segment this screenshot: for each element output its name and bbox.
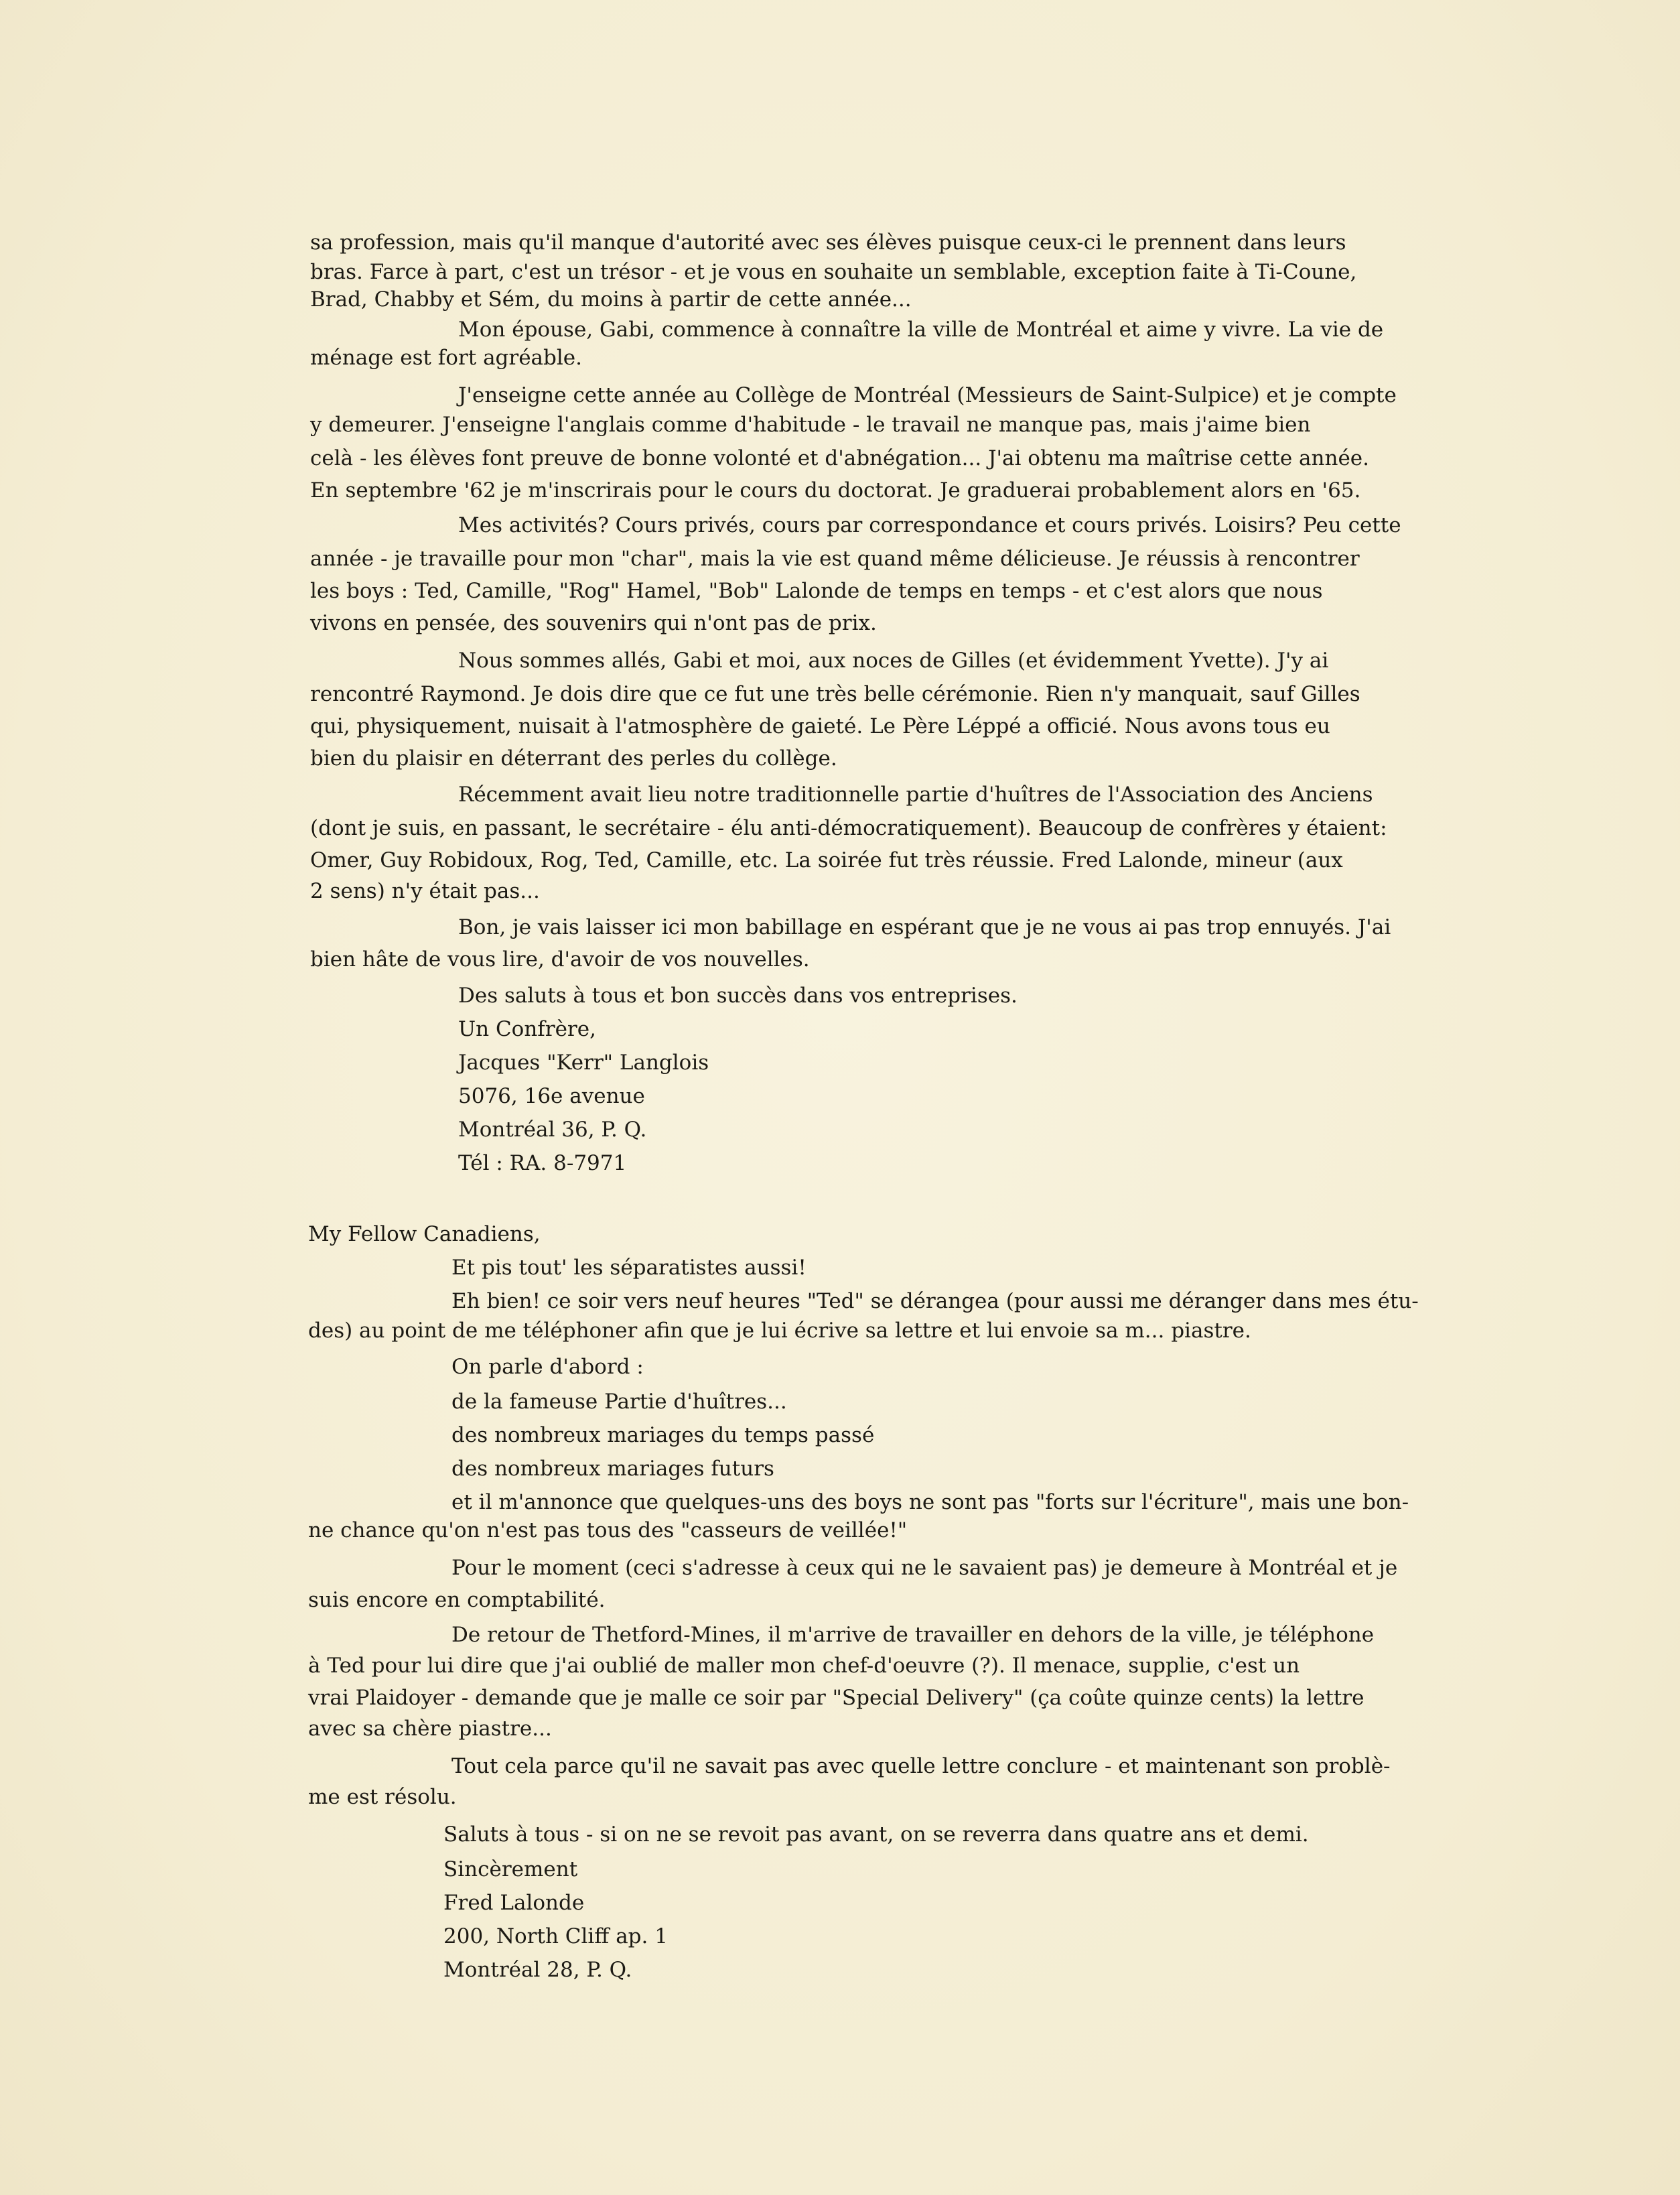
text-line: des) au point de me téléphoner afin que je lui écrive sa lettre et lui envoie sa m... piastre.	[308, 1319, 1251, 1343]
text-line: Tout cela parce qu'il ne savait pas avec quelle lettre conclure - et maintenant son problè-	[451, 1754, 1391, 1778]
closing-line: Saluts à tous - si on ne se revoit pas avant, on se reverra dans quatre ans et demi.	[443, 1822, 1309, 1847]
text-line: les boys : Ted, Camille, "Rog" Hamel, "Bob" Lalonde de temps en temps - et c'est alors que nous	[310, 579, 1323, 603]
phone-line: Tél : RA. 8-7971	[458, 1151, 627, 1175]
text-line: Et pis tout' les séparatistes aussi!	[451, 1256, 807, 1280]
text-line: bien hâte de vous lire, d'avoir de vos nouvelles.	[310, 947, 810, 972]
signer-name: Fred Lalonde	[443, 1891, 585, 1915]
text-line: avec sa chère piastre...	[308, 1717, 552, 1741]
text-line: 2 sens) n'y était pas...	[310, 879, 540, 903]
text-line: On parle d'abord :	[451, 1355, 644, 1379]
text-line: Eh bien! ce soir vers neuf heures "Ted" se dérangea (pour aussi me déranger dans mes étu-	[451, 1289, 1419, 1313]
text-line: Omer, Guy Robidoux, Rog, Ted, Camille, etc. La soirée fut très réussie. Fred Lalonde, mineur (aux	[310, 848, 1343, 872]
text-line: rencontré Raymond. Je dois dire que ce fut une très belle cérémonie. Rien n'y manquait, sauf Gilles	[310, 682, 1360, 706]
text-line: à Ted pour lui dire que j'ai oublié de maller mon chef-d'oeuvre (?). Il menace, supplie, c'est un	[308, 1654, 1300, 1678]
text-line: ne chance qu'on n'est pas tous des "casseurs de veillée!"	[308, 1518, 908, 1542]
signer-name: Jacques "Kerr" Langlois	[458, 1051, 709, 1075]
text-line: En septembre '62 je m'inscrirais pour le cours du doctorat. Je graduerai probablement alors en '65.	[310, 478, 1361, 503]
closing-line: Un Confrère,	[458, 1017, 596, 1041]
text-line: J'enseigne cette année au Collège de Montréal (Messieurs de Saint-Sulpice) et je compte	[458, 383, 1397, 407]
text-line: sa profession, mais qu'il manque d'autorité avec ses élèves puisque ceux-ci le prennent dans leurs	[310, 230, 1346, 255]
text-line: bras. Farce à part, c'est un trésor - et je vous en souhaite un semblable, exception faite à Ti-Coune,	[310, 260, 1357, 284]
address-line: 5076, 16e avenue	[458, 1084, 645, 1108]
address-line: 200, North Cliff ap. 1	[443, 1924, 668, 1948]
closing-line: Des saluts à tous et bon succès dans vos entreprises.	[458, 984, 1018, 1008]
text-line: suis encore en comptabilité.	[308, 1588, 606, 1612]
text-line: et il m'annonce que quelques-uns des boys ne sont pas "forts sur l'écriture", mais une bon-	[451, 1490, 1409, 1514]
text-line: De retour de Thetford-Mines, il m'arrive de travailler en dehors de la ville, je téléphone	[451, 1623, 1375, 1647]
text-line: vivons en pensée, des souvenirs qui n'ont pas de prix.	[310, 611, 877, 635]
text-line: me est résolu.	[308, 1785, 457, 1809]
text-line: des nombreux mariages futurs	[451, 1457, 774, 1481]
text-line: qui, physiquement, nuisait à l'atmosphère de gaieté. Le Père Léppé a officié. Nous avons tous eu	[310, 714, 1330, 738]
address-line: Montréal 28, P. Q.	[443, 1958, 632, 1982]
address-line: Montréal 36, P. Q.	[458, 1118, 647, 1142]
text-line: Bon, je vais laisser ici mon babillage en espérant que je ne vous ai pas trop ennuyés. J'ai	[458, 915, 1391, 939]
text-line: Nous sommes allés, Gabi et moi, aux noces de Gilles (et évidemment Yvette). J'y ai	[458, 649, 1329, 673]
text-line: (dont je suis, en passant, le secrétaire - élu anti-démocratiquement). Beaucoup de confrères y étaient:	[310, 816, 1387, 840]
text-line: année - je travaille pour mon "char", mais la vie est quand même délicieuse. Je réussis à rencontrer	[310, 547, 1360, 571]
text-line: Récemment avait lieu notre traditionnelle partie d'huîtres de l'Association des Anciens	[458, 783, 1373, 807]
text-line: bien du plaisir en déterrant des perles du collège.	[310, 746, 837, 771]
text-line: des nombreux mariages du temps passé	[451, 1423, 875, 1447]
text-line: Brad, Chabby et Sém, du moins à partir de cette année...	[310, 287, 912, 312]
text-line: Pour le moment (ceci s'adresse à ceux qui ne le savaient pas) je demeure à Montréal et je	[451, 1556, 1398, 1580]
text-line: ménage est fort agréable.	[310, 346, 582, 370]
greeting: My Fellow Canadiens,	[308, 1222, 541, 1246]
text-line: Mes activités? Cours privés, cours par correspondance et cours privés. Loisirs? Peu cette	[458, 513, 1401, 537]
closing-line: Sincèrement	[443, 1857, 578, 1881]
text-line: celà - les élèves font preuve de bonne volonté et d'abnégation... J'ai obtenu ma maîtrise cette année.	[310, 446, 1369, 470]
text-line: de la fameuse Partie d'huîtres...	[451, 1390, 787, 1414]
text-line: Mon épouse, Gabi, commence à connaître la ville de Montréal et aime y vivre. La vie de	[458, 318, 1384, 342]
text-line: y demeurer. J'enseigne l'anglais comme d'habitude - le travail ne manque pas, mais j'aime bien	[310, 413, 1311, 437]
text-line: vrai Plaidoyer - demande que je malle ce soir par "Special Delivery" (ça coûte quinze cents) la lettre	[308, 1686, 1364, 1710]
